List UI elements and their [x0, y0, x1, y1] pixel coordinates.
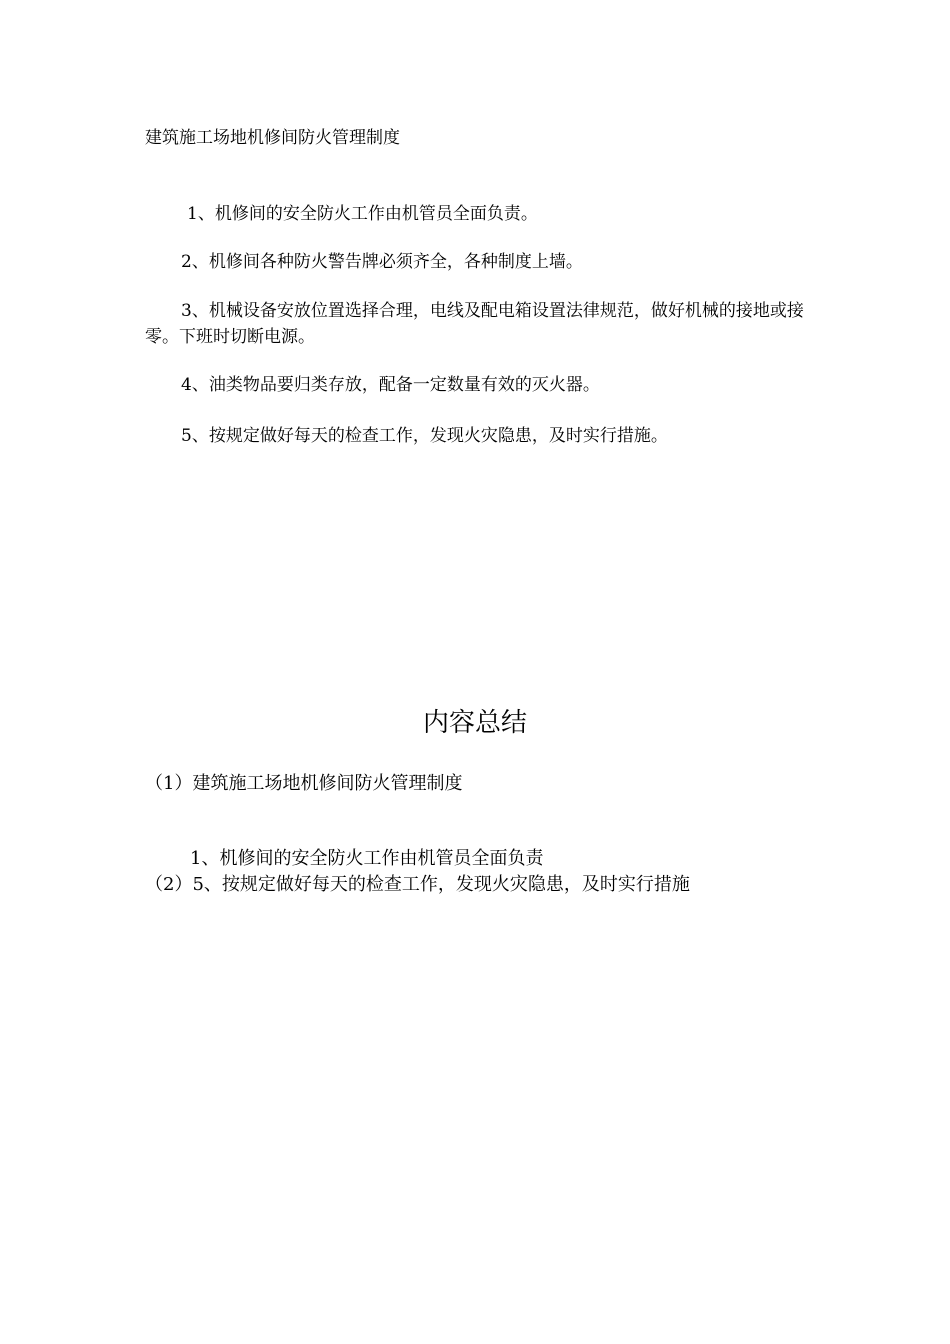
paragraph-2: 2、机修间各种防火警告牌必须齐全，各种制度上墙。 [181, 252, 583, 272]
paragraph-3: 3、机械设备安放位置选择合理，电线及配电箱设置法律规范，做好机械的接地或接零。下班时切断电源。 [145, 301, 804, 347]
paragraph-5: 5、按规定做好每天的检查工作，发现火灾隐患，及时实行措施。 [181, 426, 668, 446]
paragraph-4: 4、油类物品要归类存放，配备一定数量有效的灭火器。 [181, 375, 600, 395]
summary-line-2: 1、机修间的安全防火工作由机管员全面负责 [190, 848, 544, 869]
document-title: 建筑施工场地机修间防火管理制度 [145, 128, 400, 148]
summary-line-3: （2）5、按规定做好每天的检查工作，发现火灾隐患，及时实行措施 [145, 874, 690, 895]
summary-heading: 内容总结 [422, 708, 527, 738]
summary-line-1: （1）建筑施工场地机修间防火管理制度 [145, 773, 463, 794]
paragraph-1: 1、机修间的安全防火工作由机管员全面负责。 [187, 204, 538, 224]
